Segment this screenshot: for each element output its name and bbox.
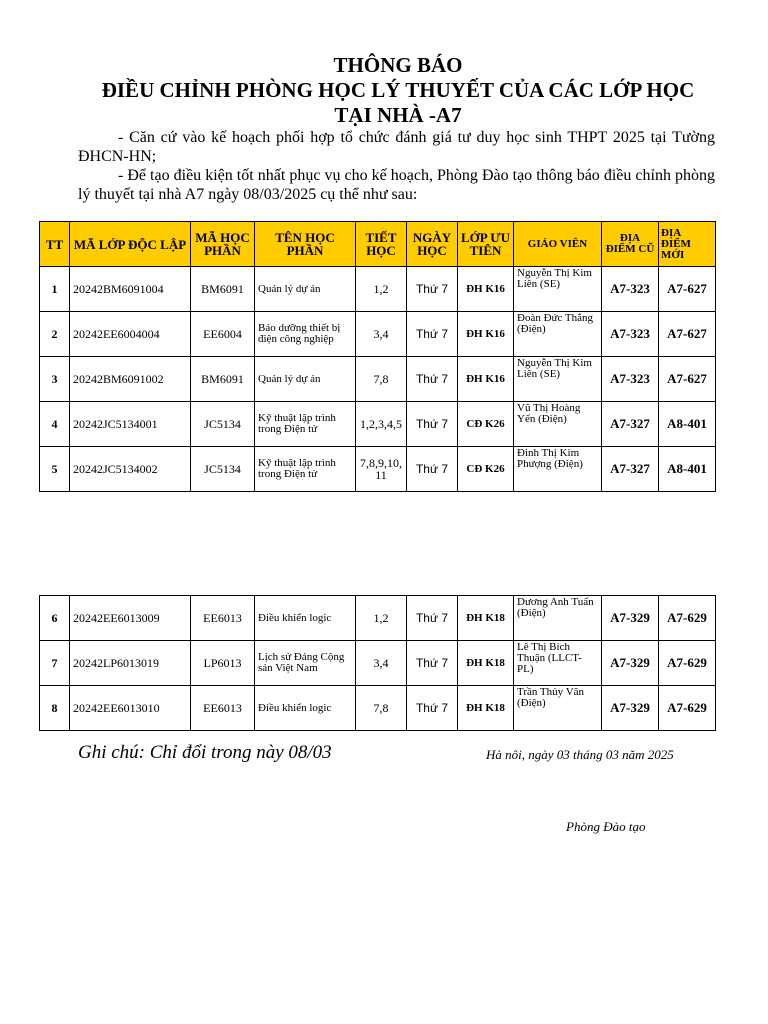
cell-priority-class: CĐ K26 [458, 447, 514, 492]
cell-old-room: A7-327 [602, 447, 659, 492]
cell-course-code: EE6004 [191, 312, 255, 357]
cell-period: 7,8 [356, 686, 407, 731]
cell-priority-class: ĐH K18 [458, 686, 514, 731]
header-new-room: ĐỊA ĐIỂM MỚI [659, 222, 716, 267]
cell-course-code: EE6013 [191, 596, 255, 641]
cell-class-code: 20242BM6091004 [70, 267, 191, 312]
cell-new-room: A7-629 [659, 641, 716, 686]
cell-old-room: A7-329 [602, 596, 659, 641]
cell-day: Thứ 7 [407, 357, 458, 402]
cell-course-name: Kỹ thuật lập trình trong Điện tử [255, 447, 356, 492]
header-course-name: TÊN HỌC PHẦN [255, 222, 356, 267]
cell-period: 1,2 [356, 267, 407, 312]
table-row [40, 312, 716, 357]
table-row [40, 267, 716, 312]
header-day: NGÀY HỌC [407, 222, 458, 267]
intro-paragraph-2: - Để tạo điều kiện tốt nhất phục vụ cho kế hoạch, Phòng Đào tạo thông báo điều chỉnh phòng lý thuyết tại nhà A7 ngày 08/03/2025 cụ thể như sau: [78, 167, 715, 203]
header-old-room: ĐỊA ĐIỂM CŨ [602, 222, 659, 267]
table-header-row [40, 222, 716, 267]
header-teacher: GIÁO VIÊN [514, 222, 602, 267]
cell-day: Thứ 7 [407, 686, 458, 731]
cell-course-name: Kỹ thuật lập trình trong Điện tử [255, 402, 356, 447]
cell-teacher: Nguyễn Thị Kim Liên (SE) [514, 267, 602, 312]
room-change-table [39, 221, 716, 492]
cell-course-name: Điều khiển logic [255, 686, 356, 731]
cell-class-code: 20242EE6013009 [70, 596, 191, 641]
cell-course-code: BM6091 [191, 357, 255, 402]
header-class-code: MÃ LỚP ĐỘC LẬP [70, 222, 191, 267]
cell-priority-class: ĐH K18 [458, 641, 514, 686]
cell-new-room: A8-401 [659, 447, 716, 492]
room-change-table-continued [39, 595, 716, 731]
cell-new-room: A7-627 [659, 267, 716, 312]
cell-course-code: EE6013 [191, 686, 255, 731]
table-row [40, 402, 716, 447]
cell-period: 3,4 [356, 641, 407, 686]
cell-day: Thứ 7 [407, 312, 458, 357]
cell-teacher: Lê Thị Bích Thuận (LLCT-PL) [514, 641, 602, 686]
cell-course-name: Lịch sử Đảng Cộng sản Việt Nam [255, 641, 356, 686]
cell-class-code: 20242EE6004004 [70, 312, 191, 357]
cell-priority-class: ĐH K16 [458, 312, 514, 357]
notice-title: THÔNG BÁO [333, 53, 463, 77]
cell-priority-class: CĐ K26 [458, 402, 514, 447]
cell-old-room: A7-323 [602, 357, 659, 402]
table-row [40, 641, 716, 686]
cell-new-room: A8-401 [659, 402, 716, 447]
cell-priority-class: ĐH K16 [458, 267, 514, 312]
cell-course-code: JC5134 [191, 447, 255, 492]
cell-teacher: Dương Anh Tuấn (Điện) [514, 596, 602, 641]
cell-day: Thứ 7 [407, 402, 458, 447]
cell-class-code: 20242LP6013019 [70, 641, 191, 686]
cell-priority-class: ĐH K18 [458, 596, 514, 641]
intro-paragraph-1: - Căn cứ vào kế hoạch phối hợp tổ chức đánh giá tư duy học sinh THPT 2025 tại Tường ĐHCN-HN; [78, 129, 715, 165]
cell-new-room: A7-629 [659, 596, 716, 641]
notice-subtitle-location: TẠI NHÀ -A7 [334, 103, 462, 127]
cell-course-code: BM6091 [191, 267, 255, 312]
cell-teacher: Trần Thủy Vân (Điện) [514, 686, 602, 731]
cell-old-room: A7-323 [602, 312, 659, 357]
cell-course-name: Điều khiển logic [255, 596, 356, 641]
header-priority-class: LỚP ƯU TIÊN [458, 222, 514, 267]
cell-day: Thứ 7 [407, 596, 458, 641]
cell-tt: 8 [40, 686, 70, 731]
header-tt: TT [40, 222, 70, 267]
cell-old-room: A7-327 [602, 402, 659, 447]
cell-course-name: Bảo dưỡng thiết bị điện công nghiệp [255, 312, 356, 357]
table-row [40, 686, 716, 731]
cell-day: Thứ 7 [407, 267, 458, 312]
issue-date: Hà nôi, ngày 03 tháng 03 năm 2025 [486, 747, 674, 762]
cell-class-code: 20242EE6013010 [70, 686, 191, 731]
cell-priority-class: ĐH K16 [458, 357, 514, 402]
cell-period: 3,4 [356, 312, 407, 357]
cell-old-room: A7-323 [602, 267, 659, 312]
cell-tt: 6 [40, 596, 70, 641]
cell-tt: 5 [40, 447, 70, 492]
cell-course-code: JC5134 [191, 402, 255, 447]
cell-day: Thứ 7 [407, 641, 458, 686]
cell-old-room: A7-329 [602, 686, 659, 731]
header-period: TIẾT HỌC [356, 222, 407, 267]
cell-tt: 4 [40, 402, 70, 447]
cell-class-code: 20242JC5134001 [70, 402, 191, 447]
cell-course-name: Quản lý dự án [255, 357, 356, 402]
cell-teacher: Vũ Thị Hoàng Yến (Điện) [514, 402, 602, 447]
cell-class-code: 20242JC5134002 [70, 447, 191, 492]
table-row [40, 596, 716, 641]
cell-tt: 1 [40, 267, 70, 312]
cell-period: 1,2 [356, 596, 407, 641]
header-course-code: MÃ HỌC PHẦN [191, 222, 255, 267]
cell-course-name: Quản lý dự án [255, 267, 356, 312]
cell-tt: 2 [40, 312, 70, 357]
cell-period: 7,8 [356, 357, 407, 402]
cell-old-room: A7-329 [602, 641, 659, 686]
cell-teacher: Nguyễn Thị Kim Liên (SE) [514, 357, 602, 402]
cell-teacher: Đinh Thị Kim Phượng (Điện) [514, 447, 602, 492]
table-row [40, 357, 716, 402]
cell-course-code: LP6013 [191, 641, 255, 686]
notice-subtitle: ĐIỀU CHỈNH PHÒNG HỌC LÝ THUYẾT CỦA CÁC LỚP HỌC [101, 78, 695, 102]
cell-new-room: A7-629 [659, 686, 716, 731]
cell-tt: 7 [40, 641, 70, 686]
cell-period: 7,8,9,10, 11 [356, 447, 407, 492]
note-text: Ghi chú: Chỉ đổi trong này 08/03 [78, 742, 332, 763]
cell-class-code: 20242BM6091002 [70, 357, 191, 402]
signature-office: Phòng Đào tạo [566, 819, 646, 834]
cell-teacher: Đoàn Đức Thắng (Điện) [514, 312, 602, 357]
cell-period: 1,2,3,4,5 [356, 402, 407, 447]
table-row [40, 447, 716, 492]
cell-new-room: A7-627 [659, 357, 716, 402]
cell-day: Thứ 7 [407, 447, 458, 492]
cell-new-room: A7-627 [659, 312, 716, 357]
cell-tt: 3 [40, 357, 70, 402]
